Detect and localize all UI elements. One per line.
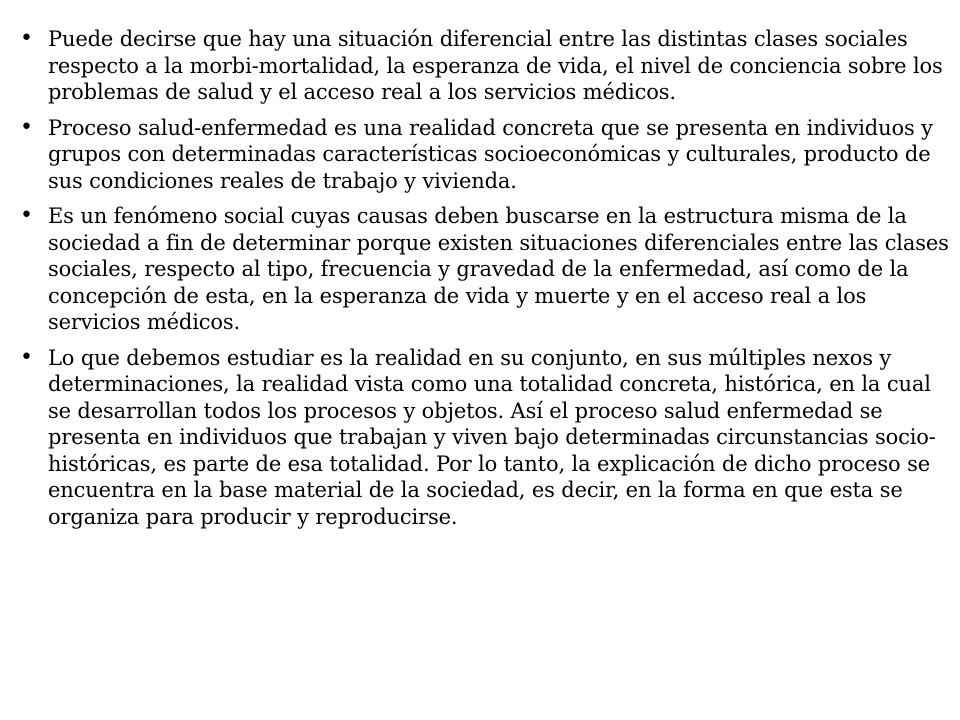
bullet-item	[12, 26, 952, 106]
bullet-item	[12, 345, 952, 531]
bullet-text: Es un fenómeno social cuyas causas deben buscarse en la estructura misma de la sociedad a fin de determinar porque existen situaciones diferenciales entre las clases sociales, respecto al tipo, frecuencia y gravedad de la enfermedad, así como de la concepción de esta, en la esperanza de vida y muerte y en el acceso real a los servicios médicos.	[48, 204, 949, 334]
bullet-icon: •	[20, 114, 33, 140]
bullet-text: Puede decirse que hay una situación diferencial entre las distintas clases sociales respecto a la morbi-mortalidad, la esperanza de vida, el nivel de conciencia sobre los problemas de salud y el acceso real a los servicios médicos.	[48, 27, 943, 104]
bullet-icon: •	[20, 203, 33, 228]
bullet-text: Proceso salud-enfermedad es una realidad concreta que se presenta en individuos y grupos con determinadas características socioeconómicas y culturales, producto de sus condiciones reales de trabajo y vivienda.	[48, 115, 933, 193]
bullet-icon: •	[20, 344, 33, 370]
bullet-icon: •	[20, 26, 33, 51]
bullet-item	[12, 115, 952, 195]
bullet-item	[12, 203, 952, 336]
bullet-list	[12, 26, 952, 530]
bullet-text: Lo que debemos estudiar es la realidad en su conjunto, en sus múltiples nexos y determinaciones, la realidad vista como una totalidad concreta, histórica, en la cual se desarrollan todos los procesos y objetos. Así el proceso salud enfermedad se presenta en individuos que trabajan y viven bajo determinadas circunstancias socio-históricas, es parte de esa totalidad. Por lo tanto, la explicación de dicho proceso se encuentra en la base material de la sociedad, es decir, en la forma en que esta se organiza para producir y reproducirse.	[48, 345, 936, 529]
